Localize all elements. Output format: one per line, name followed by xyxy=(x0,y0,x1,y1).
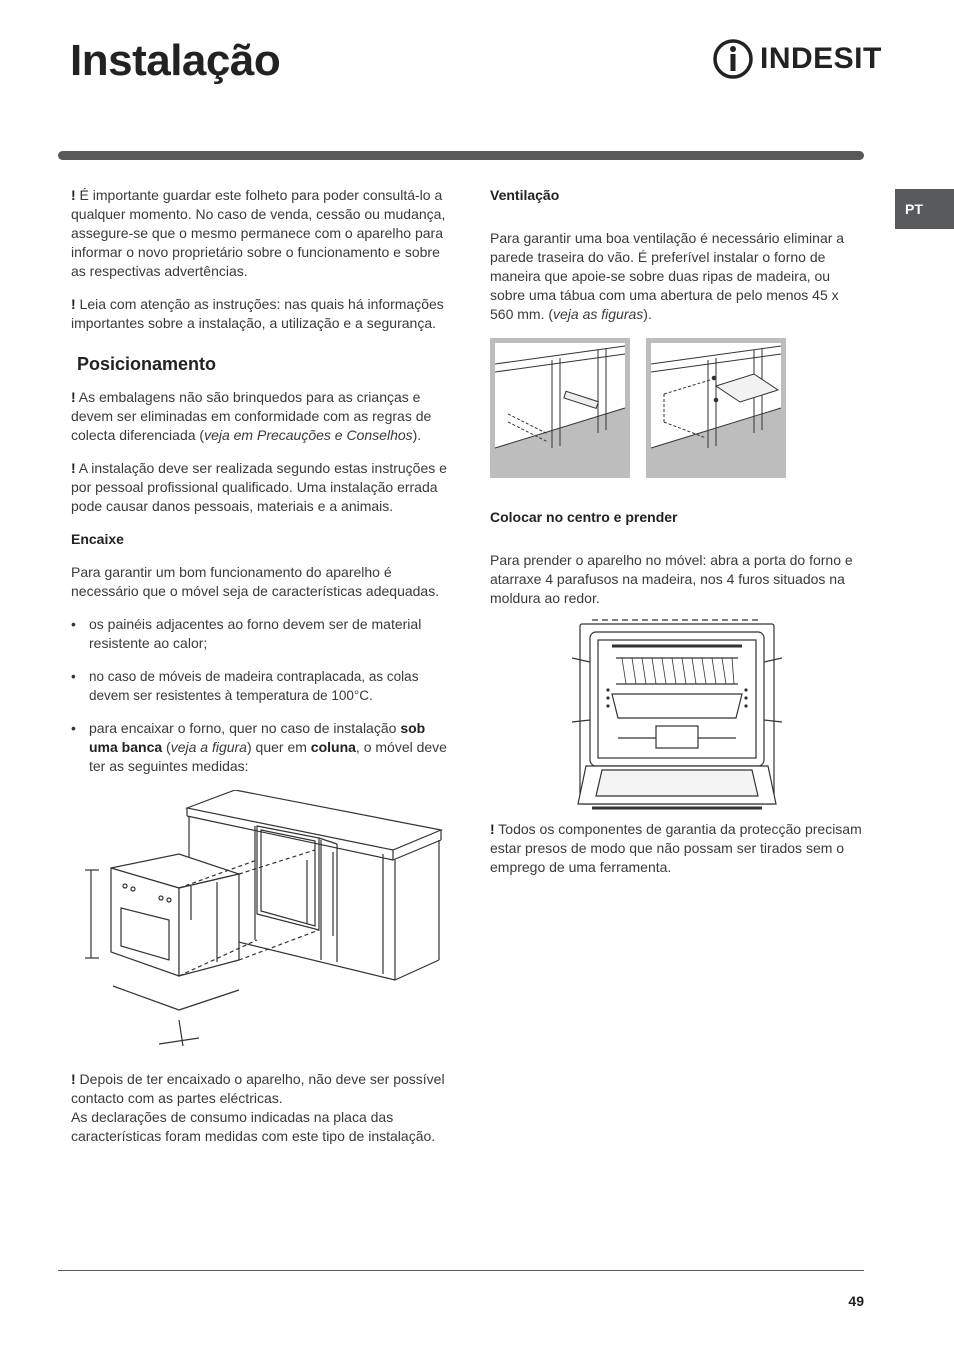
brand-logo xyxy=(712,38,882,80)
ventilation-figure-2 xyxy=(646,338,786,478)
kitchen-installation-figure xyxy=(75,790,445,1058)
intro-paragraph-2: ! Leia com atenção as instruções: nas quais há informações importantes sobre a instalação, a utilização e a segurança. xyxy=(71,296,444,331)
subsection-title-encaixe: Encaixe xyxy=(71,531,124,547)
ventilation-paragraph: Para garantir uma boa ventilação é necessário eliminar a parede traseira do vão. É preferível instalar o forno de maneira que apoie-se sobre duas ripas de madeira, ou sobre uma tábua com uma abertura de pelo menos 45 x 560 mm. (veja as figuras). xyxy=(490,230,845,322)
ventilation-figures xyxy=(490,338,862,478)
list-item: • para encaixar o forno, quer no caso de instalação sob uma banca (veja a figura) quer em coluna, o móvel deve ter as seguintes medidas: xyxy=(71,719,447,776)
list-item: • no caso de móveis de madeira contraplacada, as colas devem ser resistentes à temperatura de 100°C. xyxy=(71,667,447,705)
left-column xyxy=(71,186,447,1160)
page-title: Instalação xyxy=(70,36,281,85)
section-title-posicionamento: Posicionamento xyxy=(77,354,217,374)
oven-fixing-figure xyxy=(572,618,782,814)
warning-mark: ! xyxy=(71,389,76,405)
brand-name: INDESIT xyxy=(760,42,882,75)
language-tab: PT xyxy=(895,189,954,229)
header-divider xyxy=(58,151,864,160)
footer-divider xyxy=(58,1270,864,1271)
warning-mark: ! xyxy=(71,460,76,476)
list-item: • os painéis adjacentes ao forno devem ser de material resistente ao calor; xyxy=(71,615,447,653)
consumption-paragraph: As declarações de consumo indicadas na placa das características foram medidas com este tipo de instalação. xyxy=(71,1109,436,1144)
positioning-paragraph-1: ! As embalagens não são brinquedos para as crianças e devem ser eliminadas em conformidade com as regras de colecta diferenciada (veja em Precauções e Conselhos). xyxy=(71,389,432,443)
warning-mark: ! xyxy=(71,296,76,312)
after-installation-paragraph: ! Depois de ter encaixado o aparelho, não deve ser possível contacto com as partes eléctricas. xyxy=(71,1071,445,1106)
positioning-paragraph-2: ! A instalação deve ser realizada segundo estas instruções e por pessoal profissional qualificado. Uma instalação errada pode causar danos pessoais, materiais e a animais. xyxy=(71,460,447,514)
warning-mark: ! xyxy=(490,821,495,837)
protection-paragraph: ! Todos os componentes de garantia da protecção precisam estar presos de modo que não possam ser tirados sem o emprego de uma ferramenta. xyxy=(490,821,862,875)
requirements-list xyxy=(71,615,447,776)
encaixe-paragraph: Para garantir um bom funcionamento do aparelho é necessário que o móvel seja de características adequadas. xyxy=(71,564,440,599)
warning-mark: ! xyxy=(71,1071,76,1087)
indesit-logo-icon xyxy=(712,38,754,80)
ventilation-figure-1 xyxy=(490,338,630,478)
subsection-title-ventilacao: Ventilação xyxy=(490,187,560,203)
right-column xyxy=(490,186,862,891)
centering-paragraph: Para prender o aparelho no móvel: abra a porta do forno e atarraxe 4 parafusos na madeira, nos 4 furos situados na moldura ao redor. xyxy=(490,552,853,606)
page-number: 49 xyxy=(848,1293,864,1309)
warning-mark: ! xyxy=(71,187,76,203)
intro-paragraph-1: ! É importante guardar este folheto para poder consultá-lo a qualquer momento. No caso de venda, cessão ou mudança, assegure-se que o mesmo permanece com o aparelho para informar o novo proprietário sobre o funcionamento e sobre as respectivas advertências. xyxy=(71,187,446,279)
subsection-title-colocar-no-centro: Colocar no centro e prender xyxy=(490,509,678,525)
